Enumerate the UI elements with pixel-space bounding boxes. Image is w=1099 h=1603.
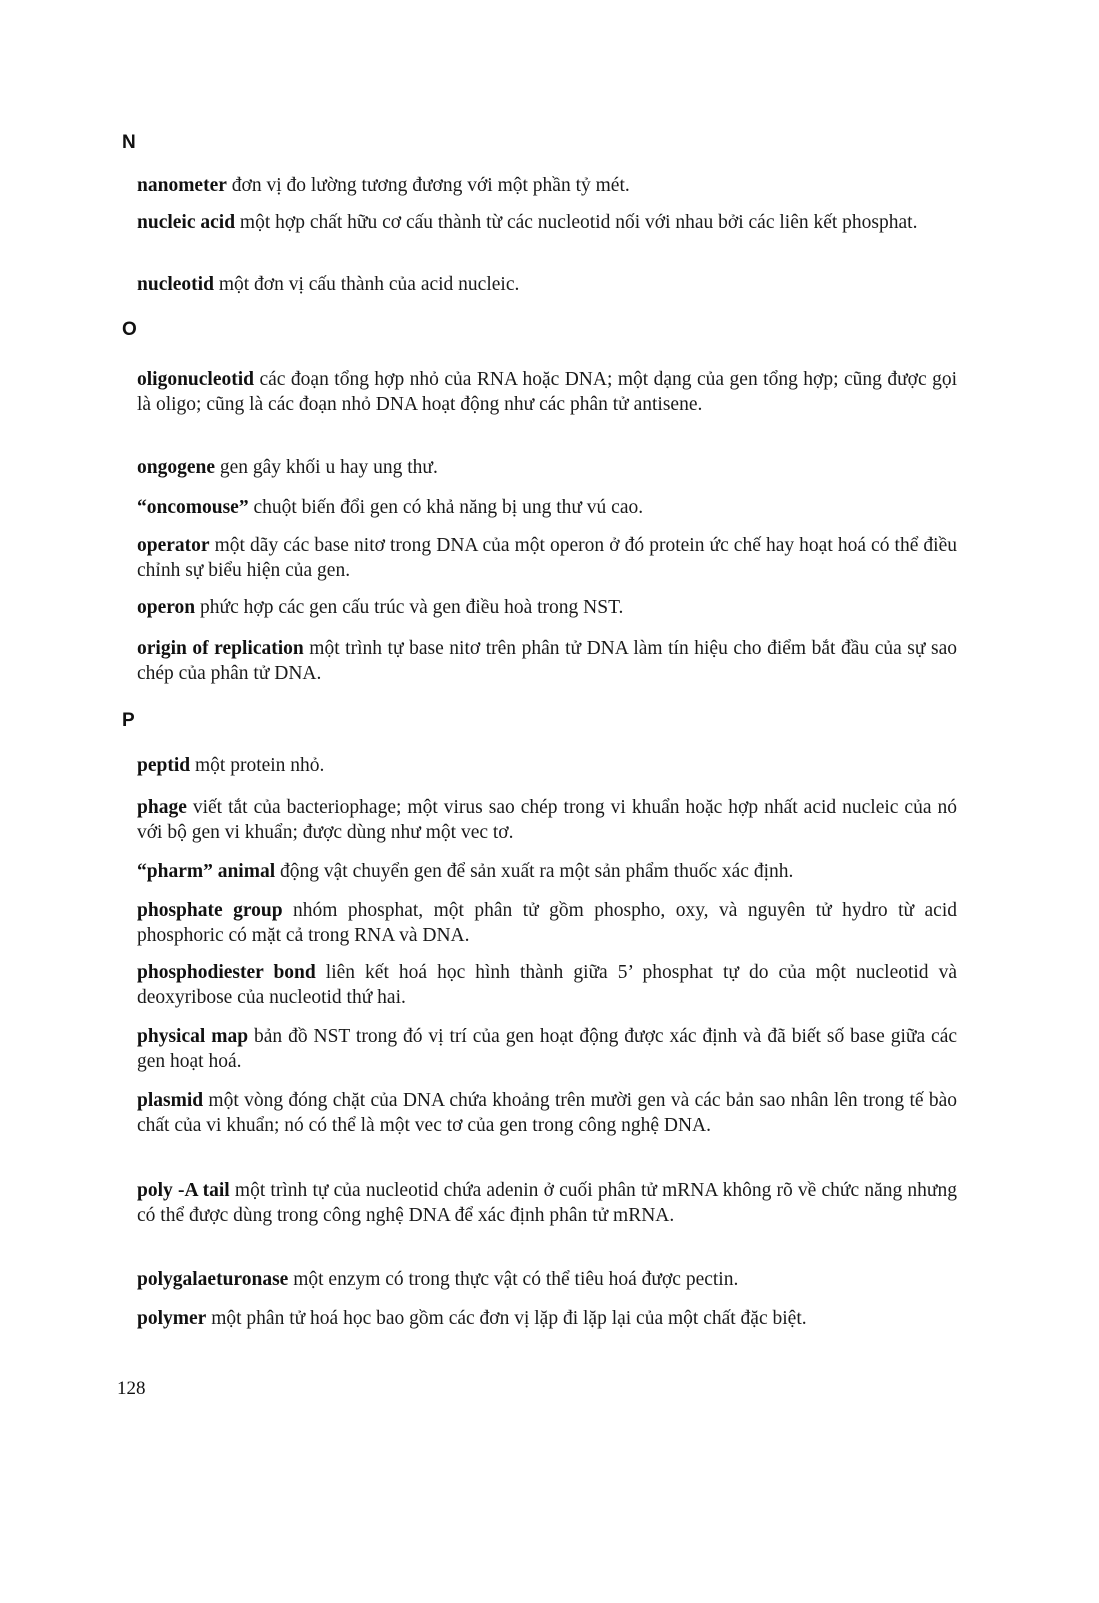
entry-definition: một đơn vị cấu thành của acid nucleic. (218, 274, 520, 295)
entry-ongogene (137, 455, 957, 480)
section-letter-o: O (122, 319, 137, 340)
entry-term: poly -A tail (137, 1180, 230, 1201)
entry-term: phosphodiester bond (137, 962, 316, 983)
entry-definition: một protein nhỏ. (194, 755, 325, 776)
entry-term: ongogene (137, 457, 215, 478)
entry-definition: liên kết hoá học hình thành giữa 5’ phosphat tự do của một nucleotid và deoxyribose của nucleotid thứ hai. (137, 962, 957, 1008)
entry-definition: đơn vị đo lường tương đương với một phần tỷ mét. (231, 175, 630, 196)
entry-term: oligonucleotid (137, 369, 255, 390)
entry-polymer (137, 1306, 957, 1331)
entry-term: nucleic acid (137, 212, 236, 233)
entry-definition: một enzym có trong thực vật có thể tiêu hoá được pectin. (293, 1269, 739, 1290)
entry-term: operator (137, 535, 210, 556)
section-letter-p: P (122, 710, 135, 731)
entry-definition: các đoạn tổng hợp nhỏ của RNA hoặc DNA; một dạng của gen tổng hợp; cũng được gọi là oligo; cũng là các đoạn nhỏ DNA hoạt động như các phân tử antisene. (137, 369, 957, 415)
entry-term: phage (137, 797, 187, 818)
entry-definition: một dãy các base nitơ trong DNA của một operon ở đó protein ức chế hay hoạt hoá có thể điều chỉnh sự biểu hiện của gen. (137, 535, 957, 581)
entry-definition: một hợp chất hữu cơ cấu thành từ các nucleotid nối với nhau bởi các liên kết phosphat. (239, 212, 918, 233)
entry-term: polymer (137, 1308, 207, 1329)
entry-term: nucleotid (137, 274, 214, 295)
entry-definition: phức hợp các gen cấu trúc và gen điều hoà trong NST. (200, 597, 624, 618)
entry-definition: một trình tự base nitơ trên phân tử DNA làm tín hiệu cho điểm bắt đầu của sự sao chép của phân tử DNA. (137, 638, 958, 684)
entry-definition: viết tắt của bacteriophage; một virus sao chép trong vi khuẩn hoặc hợp nhất acid nucleic của nó với bộ gen vi khuẩn; được dùng như một vec tơ. (137, 797, 957, 843)
entry-definition: nhóm phosphat, một phân tử gồm phospho, oxy, và nguyên tử hydro từ acid phosphoric có mặt cả trong RNA và DNA. (137, 900, 957, 946)
entry-nucleic-acid (137, 210, 957, 235)
entry-term: “oncomouse” (137, 497, 249, 518)
entry-definition: động vật chuyển gen để sản xuất ra một sản phẩm thuốc xác định. (280, 861, 794, 882)
entry-phosphate-group (137, 898, 957, 948)
entry-origin-of-replication (137, 636, 957, 686)
entry-term: plasmid (137, 1090, 204, 1111)
entry-plasmid (137, 1088, 957, 1138)
entry-term: operon (137, 597, 196, 618)
entry-term: origin of replication (137, 638, 304, 659)
entry-term: peptid (137, 755, 191, 776)
entry-peptid (137, 753, 957, 778)
entry-definition: một vòng đóng chặt của DNA chứa khoảng trên mười gen và các bản sao nhân lên trong tế bào chất của vi khuẩn; nó có thể là một vec tơ của gen trong công nghệ DNA. (137, 1090, 957, 1136)
entry-physical-map (137, 1024, 957, 1074)
entry-term: “pharm” animal (137, 861, 276, 882)
entry-term: physical map (137, 1026, 249, 1047)
entry-phosphodiester-bond (137, 960, 957, 1010)
entry-definition: bản đồ NST trong đó vị trí của gen hoạt động được xác định và đã biết số base giữa các gen hoạt hoá. (137, 1026, 958, 1072)
section-letter-n: N (122, 132, 136, 153)
entry-definition: một trình tự của nucleotid chứa adenin ở cuối phân tử mRNA không rõ về chức năng nhưng có thể được dùng trong công nghệ DNA để xác định phân tử mRNA. (137, 1180, 958, 1226)
entry-poly-a-tail (137, 1178, 957, 1228)
entry-term: phosphate group (137, 900, 283, 921)
entry-nucleotid (137, 272, 957, 297)
entry-operator (137, 533, 957, 583)
entry-phage (137, 795, 957, 845)
entry-oncomouse (137, 495, 957, 520)
entry-definition: một phân tử hoá học bao gồm các đơn vị lặp đi lặp lại của một chất đặc biệt. (211, 1308, 807, 1329)
entry-operon (137, 595, 957, 620)
entry-definition: gen gây khối u hay ung thư. (219, 457, 438, 478)
entry-definition: chuột biến đổi gen có khả năng bị ung thư vú cao. (253, 497, 644, 518)
entry-term: polygalaeturonase (137, 1269, 289, 1290)
entry-nanometer (137, 173, 957, 198)
entry-oligonucleotid (137, 367, 957, 417)
entry-pharm-animal (137, 859, 957, 884)
entry-polygalaeturonase (137, 1267, 957, 1292)
entry-term: nanometer (137, 175, 227, 196)
page-number: 128 (117, 1378, 146, 1399)
